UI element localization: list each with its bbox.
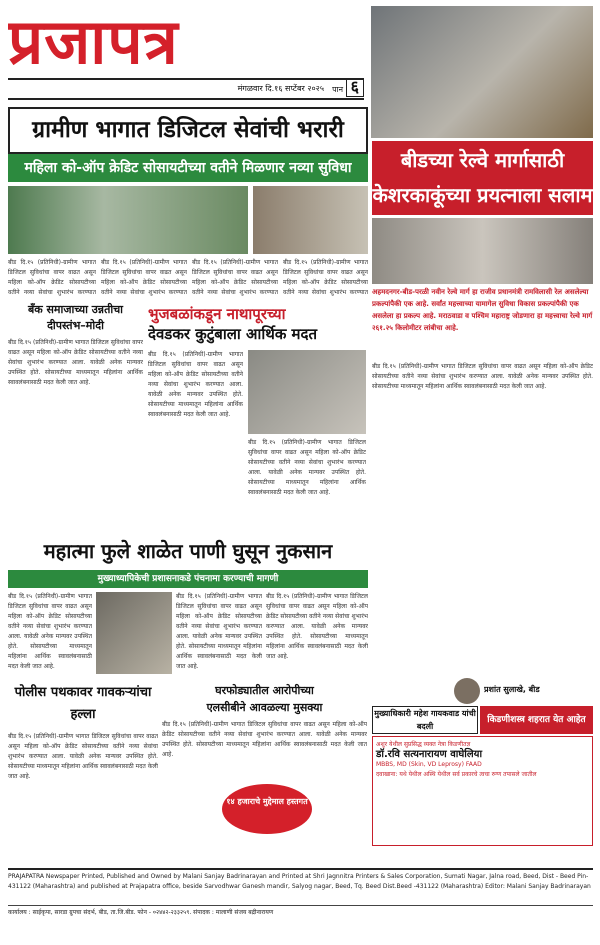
bhujbal-photo (248, 350, 366, 434)
gharfod-headline-line1: घरफोड्यातील आरोपीच्या (215, 684, 314, 697)
ad-doctor-name: डॉ.रवि सत्यनारायण वाघेलिया (376, 749, 483, 760)
bhujbal-headline (148, 304, 366, 346)
event-photo-left (8, 186, 248, 254)
gharfod-article: बीड दि.१५ (प्रतिनिधी)-ग्रामीण भागात डिजिटल सुविधांचा वापर वाढत असून महिला को-ऑप क्रेडिट सोसायटीच्या वतीने नव्या सेवांचा शुभारंभ करण्यात आला. यावेळी अनेक मान्यवर उपस्थित होते. सोसायटीच्या माध्यमातून महिलांना आर्थिक स्वावलंबनासाठी मदत केली जात आहे. (162, 721, 367, 758)
mahatma-headline: महात्मा फुले शाळेत पाणी घुसून नुकसान (43, 539, 333, 563)
railway-lead: अहमदनगर-बीड-परळी नवीन रेल्वे मार्ग हा राजीव प्रधानमंत्री रामविलासी रेल असलेल्या प्रकल्पांपैकी एक आहे. सर्वांत महत्त्वाच्या यामागेल सुविधा विकास प्रकल्पांपैकी एक असलेला हा प्रकल्प आहे. मराठवाडा व पश्चिम महाराष्ट्र जोडणारा हा महत्त्वाचा रेल्वे मार्ग २६१.२५ किलोमीटर लांबीचा आहे. (372, 288, 593, 332)
imprint-english: PRAJAPATRA Newspaper Printed, Published and Owned by Malani Sanjay Badrinarayan and Printed at Shri Jagnnitra Printers & Sales Corporation, Sumati Nagar, Jalna road, Beed, Dist - Beed Pin-431122 (Maharashtra) and published at Prajapatra office, beside Sarvodhwar Ganesh mandir, Salyog nagar, Beed, Tq. Beed Dist.Beed -431122 (Maharashtra) Editor: Malani Sanjay Badrinarayan (8, 868, 593, 902)
imprint-marathi: कार्यालय : साईकृपा, सारडा ग्रुपचा संदर्भ, बीड, ता.जि.बीड. फोन - ०२४४२-२३३२५९. संपादक : मालाणी संजय बद्रीनारायण (8, 905, 593, 941)
police-headline-line2 (8, 726, 158, 728)
ad-line2: MBBS, MD (Skin, VD Leprosy) FAAD (376, 761, 482, 768)
main-subheadline: महिला को-ऑप क्रेडिट सोसायटीच्या वतीने मिळणार नव्या सुविधा (8, 154, 368, 182)
mahatma-article-1: बीड दि.१५ (प्रतिनिधी)-ग्रामीण भागात डिजिटल सुविधांचा वापर वाढत असून महिला को-ऑप क्रेडिट सोसायटीच्या वतीने नव्या सेवांचा शुभारंभ करण्यात आला. यावेळी अनेक मान्यवर उपस्थित होते. सोसायटीच्या माध्यमातून महिलांना आर्थिक स्वावलंबनासाठी मदत केली जात आहे. (8, 593, 92, 670)
top-news-photo (371, 6, 593, 138)
railway-photo (372, 218, 593, 284)
police-headline-line1: पोलीस पथकावर गावकऱ्यांचा हल्ला (14, 685, 152, 722)
ad-line3: दवाखाना: यथे येथील अस्थि येथील सर्व प्रकारचे त्वचा रुग्ण तपासले जातील (376, 771, 537, 778)
main-headline: ग्रामीण भागात डिजिटल सेवांची भरारी (8, 107, 368, 154)
event-photo-right (253, 186, 368, 254)
mahatma-article-2: बीड दि.१५ (प्रतिनिधी)-ग्रामीण भागात डिजिटल सुविधांचा वापर वाढत असून महिला को-ऑप क्रेडिट सोसायटीच्या वतीने नव्या सेवांचा शुभारंभ करण्यात आला. यावेळी अनेक मान्यवर उपस्थित होते. सोसायटीच्या माध्यमातून महिलांना आर्थिक स्वावलंबनासाठी मदत केली जात आहे. (176, 593, 262, 670)
flood-photo (96, 592, 172, 674)
police-headline (8, 682, 158, 728)
gharfod-headline (162, 682, 367, 718)
seizure-badge: १४ हजाराचे मुद्देमाल हस्तगत (222, 784, 312, 834)
reporter-byline: प्रशांत सुलाखे, बीड (484, 685, 540, 694)
bank-article: बीड दि.१५ (प्रतिनिधी)-ग्रामीण भागात डिजिटल सुविधांचा वापर वाढत असून महिला को-ऑप क्रेडिट सोसायटीच्या वतीने नव्या सेवांचा शुभारंभ करण्यात आला. यावेळी अनेक मान्यवर उपस्थित होते. सोसायटीच्या माध्यमातून महिलांना आर्थिक स्वावलंबनासाठी मदत केली जात आहे. (8, 339, 143, 386)
masthead-date: मंगळवार दि.१६ सप्टेंबर २०२५ (8, 78, 364, 100)
page-number: ६ (346, 78, 364, 97)
page-number-box (246, 78, 364, 100)
article-column-2: बीड दि.१५ (प्रतिनिधी)-ग्रामीण भागात डिजिटल सुविधांचा वापर वाढत असून महिला को-ऑप क्रेडिट सोसायटीच्या वतीने नव्या सेवांचा शुभारंभ करण्यात (101, 259, 187, 296)
railway-headline: बीडच्या रेल्वे मार्गासाठी केशरकाकूंच्या प्रयत्नाला सलाम (372, 141, 593, 215)
mahatma-subheadline: मुख्याध्यापिकेची प्रशासनाकडे पंचनामा करण्याची मागणी (8, 570, 368, 588)
article-column-4: बीड दि.१५ (प्रतिनिधी)-ग्रामीण भागात डिजिटल सुविधांचा वापर वाढत असून महिला को-ऑप क्रेडिट सोसायटीच्या वतीने नव्या सेवांचा शुभारंभ करण्यात (283, 259, 368, 296)
bhujbal-headline-line2: देवडकर कुटुंबाला आर्थिक मदत (148, 325, 318, 343)
gharfod-headline-line2: एलसीबीने आवळल्या मुसक्या (206, 701, 323, 714)
doctor-advertisement (372, 736, 593, 846)
article-column-3: बीड दि.१५ (प्रतिनिधी)-ग्रामीण भागात डिजिटल सुविधांचा वापर वाढत असून महिला को-ऑप क्रेडिट सोसायटीच्या वतीने नव्या सेवांचा शुभारंभ करण्यात (192, 259, 278, 296)
transfer-notice: मुख्याधिकारी महेश गायकवाड यांची बदली (372, 706, 478, 734)
bhujbal-headline-line1: भुजबळांकडून नाथापूरच्या (148, 305, 286, 323)
reporter-photo (454, 678, 480, 704)
bhujbal-article: बीड दि.१५ (प्रतिनिधी)-ग्रामीण भागात डिजिटल सुविधांचा वापर वाढत असून महिला को-ऑप क्रेडिट सोसायटीच्या वतीने नव्या सेवांचा शुभारंभ करण्यात आला. यावेळी अनेक मान्यवर उपस्थित होते. सोसायटीच्या माध्यमातून महिलांना आर्थिक स्वावलंबनासाठी मदत केली जात आहे. (148, 351, 243, 418)
right-column-article: बीड दि.१५ (प्रतिनिधी)-ग्रामीण भागात डिजिटल सुविधांचा वापर वाढत असून महिला को-ऑप क्रेडिट सोसायटीच्या वतीने नव्या सेवांचा शुभारंभ करण्यात आला. यावेळी अनेक मान्यवर उपस्थित होते. सोसायटीच्या माध्यमातून महिलांना आर्थिक स्वावलंबनासाठी मदत केली जात आहे. (372, 363, 593, 390)
article-column-1: बीड दि.१५ (प्रतिनिधी)-ग्रामीण भागात डिजिटल सुविधांचा वापर वाढत असून महिला को-ऑप क्रेडिट सोसायटीच्या वतीने नव्या सेवांचा शुभारंभ करण्यात (8, 259, 96, 296)
bhujbal-article-continued: बीड दि.१५ (प्रतिनिधी)-ग्रामीण भागात डिजिटल सुविधांचा वापर वाढत असून महिला को-ऑप क्रेडिट सोसायटीच्या वतीने नव्या सेवांचा शुभारंभ करण्यात आला. यावेळी अनेक मान्यवर उपस्थित होते. सोसायटीच्या माध्यमातून महिलांना आर्थिक स्वावलंबनासाठी मदत केली जात आहे. (248, 439, 366, 496)
page-label: पान (332, 85, 344, 94)
police-article: बीड दि.१५ (प्रतिनिधी)-ग्रामीण भागात डिजिटल सुविधांचा वापर वाढत असून महिला को-ऑप क्रेडिट सोसायटीच्या वतीने नव्या सेवांचा शुभारंभ करण्यात आला. यावेळी अनेक मान्यवर उपस्थित होते. सोसायटीच्या माध्यमातून महिलांना आर्थिक स्वावलंबनासाठी मदत केली जात आहे. (8, 733, 158, 780)
masthead-title: प्रजापत्र (8, 6, 179, 78)
mahatma-article-3: बीड दि.१५ (प्रतिनिधी)-ग्रामीण भागात डिजिटल सुविधांचा वापर वाढत असून महिला को-ऑप क्रेडिट सोसायटीच्या वतीने नव्या सेवांचा शुभारंभ करण्यात आला. यावेळी अनेक मान्यवर उपस्थित होते. सोसायटीच्या माध्यमातून महिलांना आर्थिक स्वावलंबनासाठी मदत केली जात आहे. (266, 593, 368, 660)
ad-headline: किडणीशस्त्र शहरात येत आहेत (480, 706, 593, 734)
ad-line1: अशुर येथील सुप्रसिद्ध व्यक्त नेत्रा किडणीतज्ञ (376, 741, 471, 748)
bank-headline: बँक समाजाच्या उन्नतीचा दीपस्तंभ–मोदी (27, 303, 124, 332)
